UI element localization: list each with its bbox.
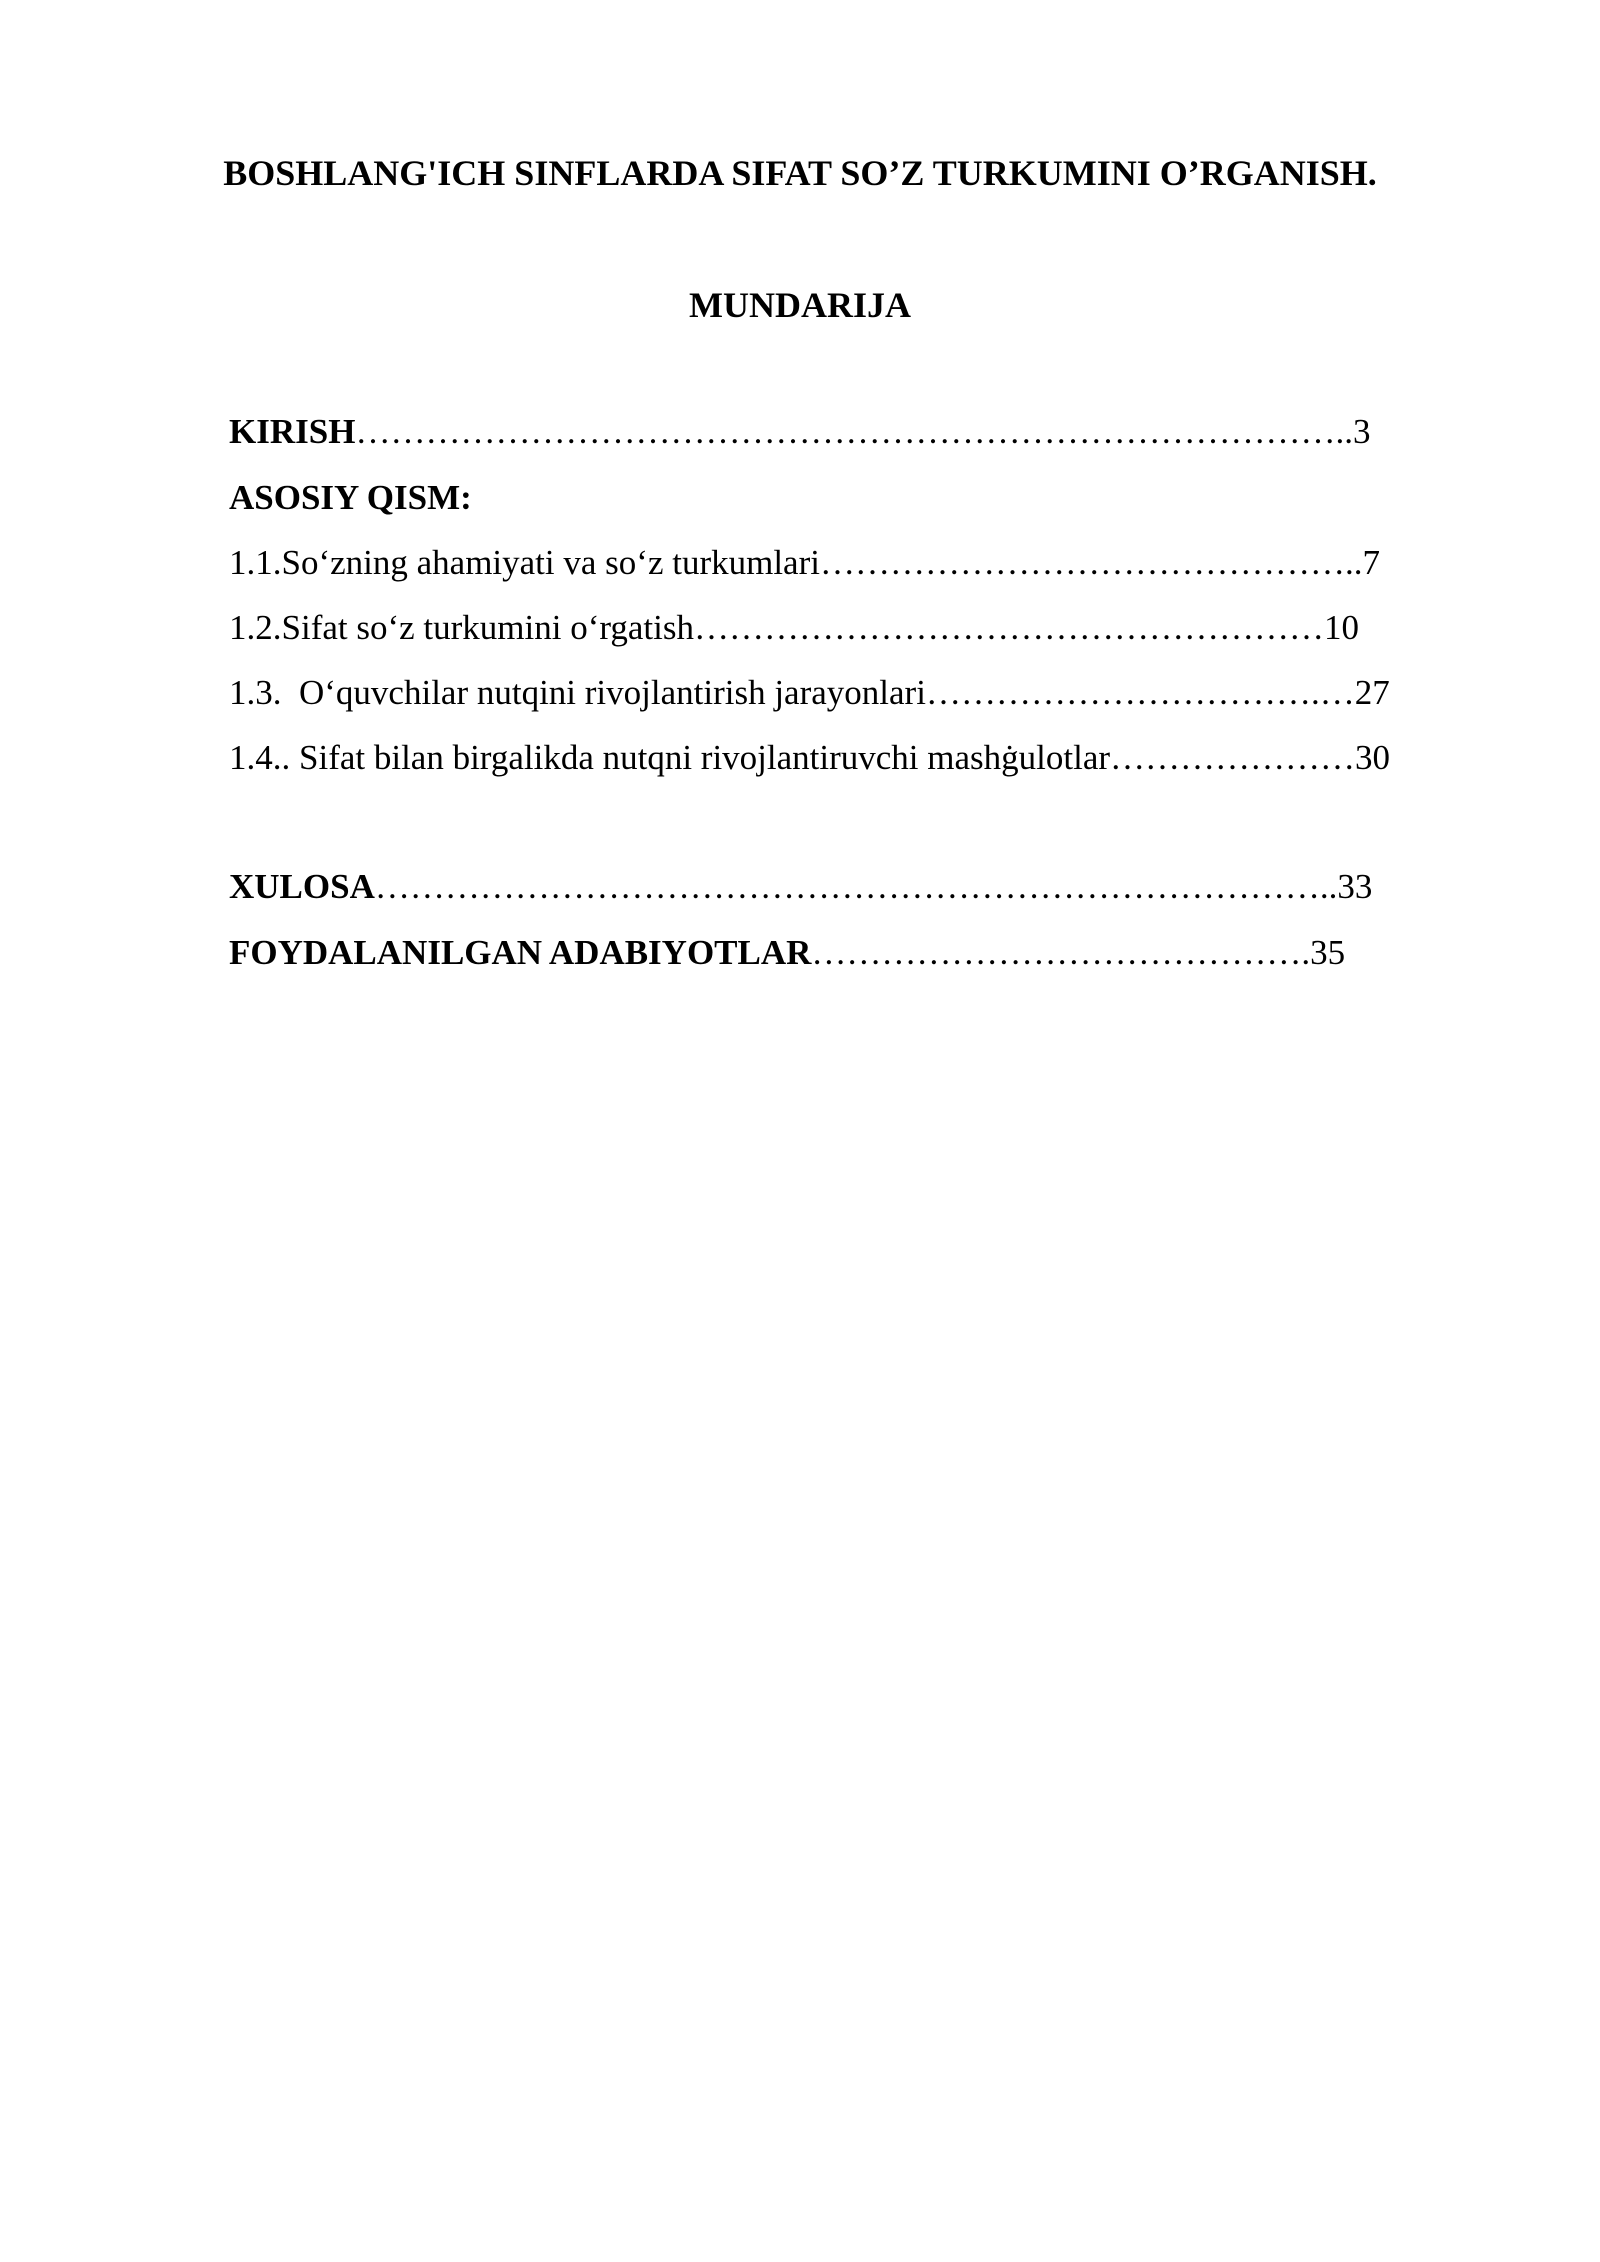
toc-entry-label: XULOSA: [229, 867, 375, 906]
toc-entry-label: 1.4.. Sifat bilan birgalikda nutqni rivojlantiruvchi mashġulotlar: [229, 738, 1111, 777]
toc-entry-label: 1.2.Sifat so‘z turkumini o‘rgatish: [229, 608, 694, 647]
toc-entry-page: 35: [1310, 933, 1346, 972]
toc-entry-label: ASOSIY QISM:: [229, 478, 472, 517]
toc-section-asosiy-qism: [229, 477, 472, 519]
toc-entry-page: 3: [1352, 412, 1371, 451]
toc-entry-leader: …………………………………….: [811, 933, 1311, 972]
toc-entry-leader: …………………: [1110, 738, 1356, 777]
document-title: BOSHLANG'ICH SINFLARDA SIFAT SO’Z TURKUMINI O’RGANISH.: [223, 153, 1377, 193]
toc-entry-page: 33: [1337, 867, 1373, 906]
toc-entry-label: 1.3. O‘quvchilar nutqini rivojlantirish jarayonlari: [229, 673, 926, 712]
toc-entry-page: 27: [1354, 673, 1390, 712]
toc-entry-1-4: [229, 737, 1390, 779]
toc-entry-1-2: [229, 607, 1359, 649]
toc-entry-foydalanilgan-adabiyotlar: [229, 932, 1345, 974]
toc-entry-leader: …………………………………………………………………………..: [355, 412, 1353, 451]
toc-entry-label: 1.1.So‘zning ahamiyati va so‘z turkumlari: [229, 543, 820, 582]
toc-entry-leader: ………………………………………………: [694, 608, 1324, 647]
toc-entry-xulosa: [229, 866, 1372, 908]
toc-entry-leader: ………………………………………………………………………..: [374, 867, 1338, 906]
toc-entry-1-1: [229, 542, 1380, 584]
toc-entry-kirish: [229, 411, 1370, 453]
toc-entry-leader: ………………………………………..: [819, 543, 1363, 582]
toc-entry-page: 7: [1362, 543, 1380, 582]
toc-entry-label: FOYDALANILGAN ADABIYOTLAR: [229, 933, 812, 972]
toc-entry-1-3: [229, 672, 1390, 714]
toc-entry-page: 10: [1324, 608, 1359, 647]
toc-heading: MUNDARIJA: [689, 285, 911, 325]
toc-entry-page: 30: [1355, 738, 1391, 777]
toc-entry-leader: …………………………….…: [925, 673, 1355, 712]
toc-entry-label: KIRISH: [229, 412, 356, 451]
